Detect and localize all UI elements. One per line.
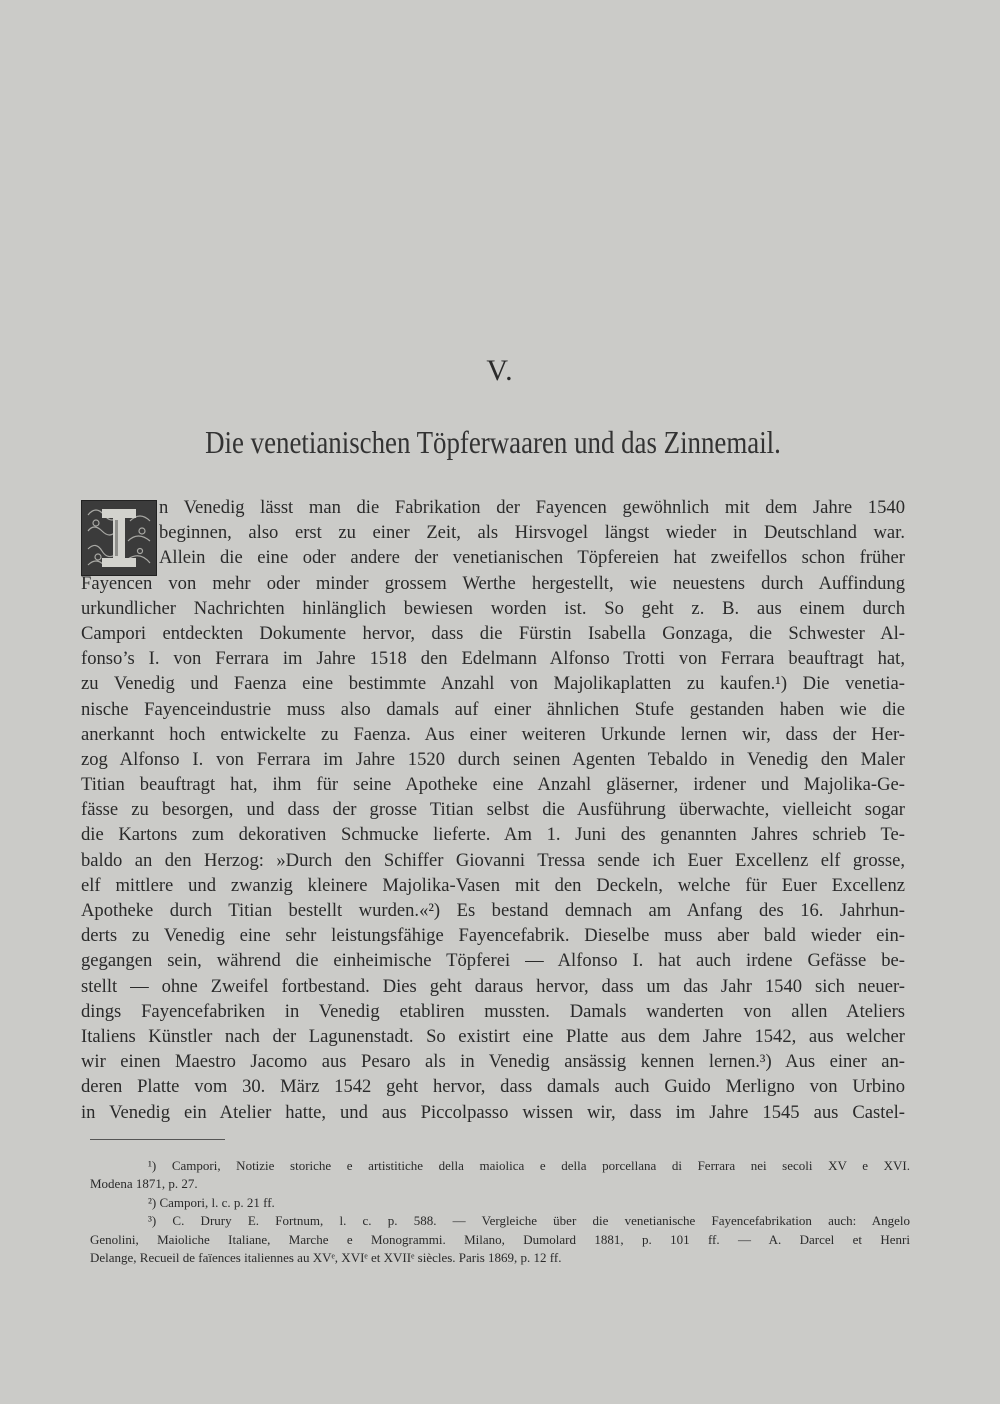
footnote-line: Delange, Recueil de faïences italiennes au XVᵉ, XVIᵉ et XVIIᵉ siècles. Paris 1869, p. 12 ff. [90, 1249, 562, 1265]
footnote-line: ³) C. Drury E. Fortnum, l. c. p. 588. — Vergleiche über die venetianische Fayencefabrikation auch: Angelo [148, 1213, 910, 1229]
body-line: Allein die eine oder andere der venetianischen Töpfereien hat zweifellos schon früher [159, 547, 905, 569]
body-line: zu Venedig und Faenza eine bestimmte Anzahl von Majolikaplatten zu kaufen.¹) Die venetia- [81, 673, 905, 695]
body-line: wir einen Maestro Jacomo aus Pesaro als in Venedig ansässig kennen lernen.³) Aus einer an- [81, 1051, 905, 1073]
body-line: anerkannt hoch entwickelte zu Faenza. Aus einer weiteren Urkunde lernen wir, dass der Her- [81, 723, 905, 745]
body-line: stellt — ohne Zweifel fortbestand. Dies geht daraus hervor, dass um das Jahr 1540 sich neuer- [81, 975, 905, 997]
body-line: dings Fayencefabriken in Venedig etabliren mussten. Damals wanderten von allen Ateliers [81, 1000, 905, 1022]
body-line: n Venedig lässt man die Fabrikation der Fayencen gewöhnlich mit dem Jahre 1540 [159, 497, 905, 518]
body-line: elf mittlere und zwanzig kleinere Majolika-Vasen mit den Deckeln, welche für Euer Excellenz [81, 874, 905, 896]
body-line: Titian beauftragt hat, ihm für seine Apotheke eine Anzahl gläserner, irdener und Majolika-Ge- [81, 774, 905, 796]
footnotes [90, 1157, 910, 1267]
body-line: beginnen, also erst zu einer Zeit, als Hirsvogel längst wieder in Deutschland war. [159, 522, 905, 544]
body-line: in Venedig ein Atelier hatte, und aus Piccolpasso wissen wir, dass im Jahre 1545 aus Castel- [81, 1101, 905, 1123]
body-line: die Kartons zum dekorativen Schmucke lieferte. Am 1. Juni des genannten Jahres schrieb Te- [81, 824, 905, 846]
body-line: Fayencen von mehr oder minder grossem Werthe hergestellt, wie neuestens durch Auffindung [81, 572, 905, 594]
body-line: nische Fayenceindustrie muss also damals auf einer ähnlichen Stufe gestanden haben wie die [81, 698, 905, 720]
footnote-divider [90, 1139, 225, 1140]
body-line: Italiens Künstler nach der Lagunenstadt. So existirt eine Platte aus dem Jahre 1542, aus welcher [81, 1025, 905, 1047]
body-line: fässe zu besorgen, und dass der grosse Titian selbst die Ausführung überwachte, vielleicht sogar [81, 799, 905, 821]
body-line: gegangen sein, während die einheimische Töpferei — Alfonso I. hat auch irdene Gefässe be- [81, 950, 905, 972]
body-line: derts zu Venedig eine sehr leistungsfähige Fayencefabrik. Dieselbe muss aber bald wieder ein- [81, 925, 905, 947]
body-line: deren Platte vom 30. März 1542 geht hervor, dass damals auch Guido Merligno von Urbino [81, 1076, 905, 1098]
body-line: zog Alfonso I. von Ferrara im Jahre 1520 durch seinen Agenten Tebaldo in Venedig den Maler [81, 748, 905, 770]
footnote-line: ¹) Campori, Notizie storiche e artistitiche della maiolica e della porcellana di Ferrara nei secoli XV e XVI. [148, 1158, 910, 1173]
footnote-line: Modena 1871, p. 27. [90, 1176, 198, 1192]
body-line: Apotheke durch Titian bestellt wurden.«²) Es bestand demnach am Anfang des 16. Jahrhun- [81, 900, 905, 921]
body-line: fonso’s I. von Ferrara im Jahre 1518 den Edelmann Alfonso Trotti von Ferrara beauftragt hat, [81, 648, 905, 670]
footnote-line: ²) Campori, l. c. p. 21 ff. [148, 1194, 275, 1210]
body-line: baldo an den Herzog: »Durch den Schiffer Giovanni Tressa sende ich Euer Excellenz elf grosse, [81, 849, 905, 871]
chapter-number: V. [486, 354, 514, 387]
chapter-title: Die venetianischen Töpferwaaren und das Zinnemail. [205, 424, 781, 460]
body-line: urkundlicher Nachrichten hinlänglich bewiesen worden ist. So geht z. B. aus einem durch [81, 597, 905, 619]
footnote-line: Genolini, Maioliche Italiane, Marche e Monogrammi. Milano, Dumolard 1881, p. 101 ff. — A. Darcel et Henri [90, 1231, 910, 1247]
body-text [81, 495, 905, 1125]
body-line: Campori entdeckten Dokumente hervor, dass die Fürstin Isabella Gonzaga, die Schwester Al- [81, 622, 905, 644]
